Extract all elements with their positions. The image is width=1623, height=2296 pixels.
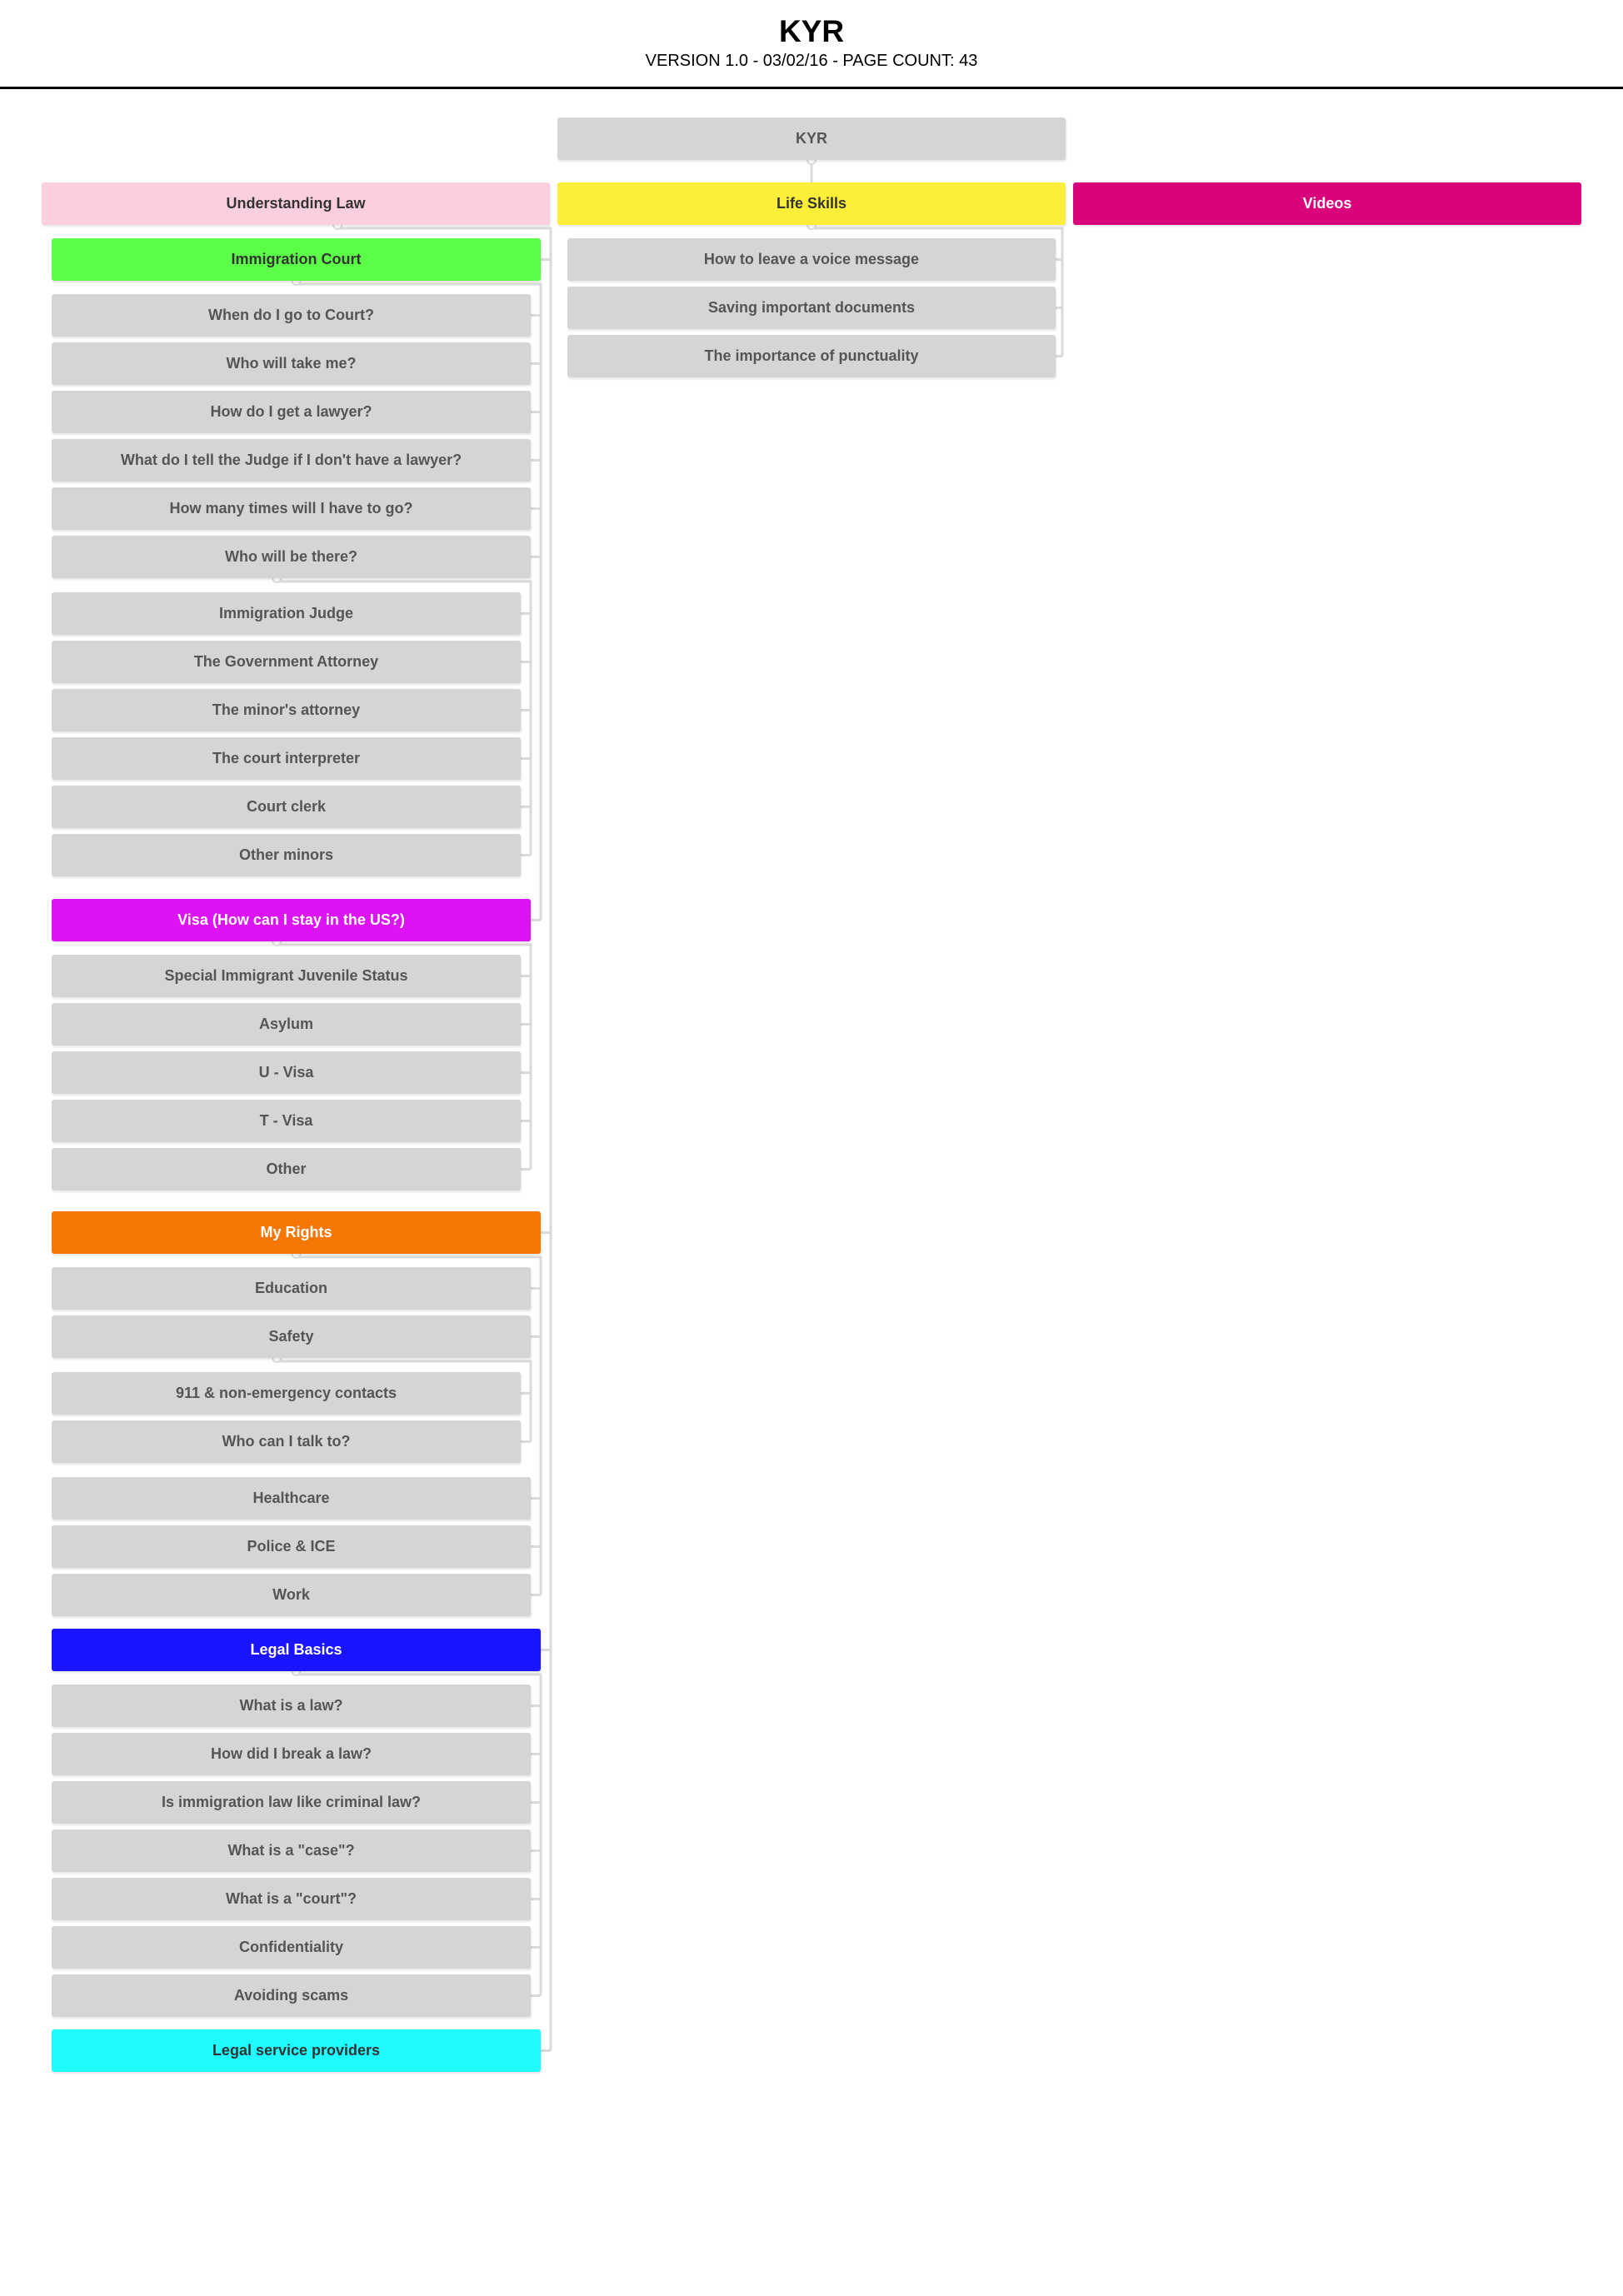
section-immigration-court: Immigration Court <box>52 238 541 281</box>
section-legal-service-providers: Legal service providers <box>52 2029 541 2072</box>
node-u-visa: U - Visa <box>52 1051 521 1094</box>
node-how-did-i-break-a-law: How did I break a law? <box>52 1733 531 1775</box>
node-asylum: Asylum <box>52 1003 521 1046</box>
node-other: Other <box>52 1148 521 1190</box>
node-avoiding-scams: Avoiding scams <box>52 1974 531 2017</box>
node-safety: Safety <box>52 1315 531 1358</box>
column-videos: Videos <box>1073 182 1581 225</box>
node-police-ice: Police & ICE <box>52 1525 531 1568</box>
node-who-will-take-me: Who will take me? <box>52 342 531 385</box>
node-how-to-leave-a-voice-message: How to leave a voice message <box>567 238 1056 281</box>
node-the-court-interpreter: The court interpreter <box>52 737 521 780</box>
node-who-will-be-there: Who will be there? <box>52 536 531 578</box>
node-what-do-i-tell-the-judge-if-i-don-t-have-a-lawyer: What do I tell the Judge if I don't have a lawyer? <box>52 439 531 482</box>
node-is-immigration-law-like-criminal-law: Is immigration law like criminal law? <box>52 1781 531 1824</box>
document-subtitle: VERSION 1.0 - 03/02/16 - PAGE COUNT: 43 <box>645 52 978 70</box>
document-title: KYR <box>778 14 845 48</box>
node-work: Work <box>52 1574 531 1616</box>
node-what-is-a-law: What is a law? <box>52 1685 531 1727</box>
node-other-minors: Other minors <box>52 834 521 876</box>
section-my-rights: My Rights <box>52 1211 541 1254</box>
node-education: Education <box>52 1267 531 1310</box>
node-the-importance-of-punctuality: The importance of punctuality <box>567 335 1056 377</box>
node-court-clerk: Court clerk <box>52 786 521 828</box>
node-how-do-i-get-a-lawyer: How do I get a lawyer? <box>52 391 531 433</box>
section-legal-basics: Legal Basics <box>52 1629 541 1671</box>
node-who-can-i-talk-to: Who can I talk to? <box>52 1420 521 1463</box>
node-the-government-attorney: The Government Attorney <box>52 641 521 683</box>
root-node-kyr: KYR <box>557 117 1066 160</box>
column-understanding-law: Understanding Law <box>42 182 550 225</box>
node-t-visa: T - Visa <box>52 1100 521 1142</box>
section-visa-how-can-i-stay-in-the-us: Visa (How can I stay in the US?) <box>52 899 531 941</box>
node-saving-important-documents: Saving important documents <box>567 287 1056 329</box>
node-what-is-a-court: What is a "court"? <box>52 1878 531 1920</box>
node-healthcare: Healthcare <box>52 1477 531 1520</box>
node-how-many-times-will-i-have-to-go: How many times will I have to go? <box>52 487 531 530</box>
node-immigration-judge: Immigration Judge <box>52 592 521 635</box>
node-special-immigrant-juvenile-status: Special Immigrant Juvenile Status <box>52 955 521 997</box>
node-what-is-a-case: What is a "case"? <box>52 1829 531 1872</box>
node-the-minor-s-attorney: The minor's attorney <box>52 689 521 731</box>
node-911-non-emergency-contacts: 911 & non-emergency contacts <box>52 1372 521 1415</box>
column-life-skills: Life Skills <box>557 182 1066 225</box>
node-when-do-i-go-to-court: When do I go to Court? <box>52 294 531 337</box>
node-confidentiality: Confidentiality <box>52 1926 531 1969</box>
